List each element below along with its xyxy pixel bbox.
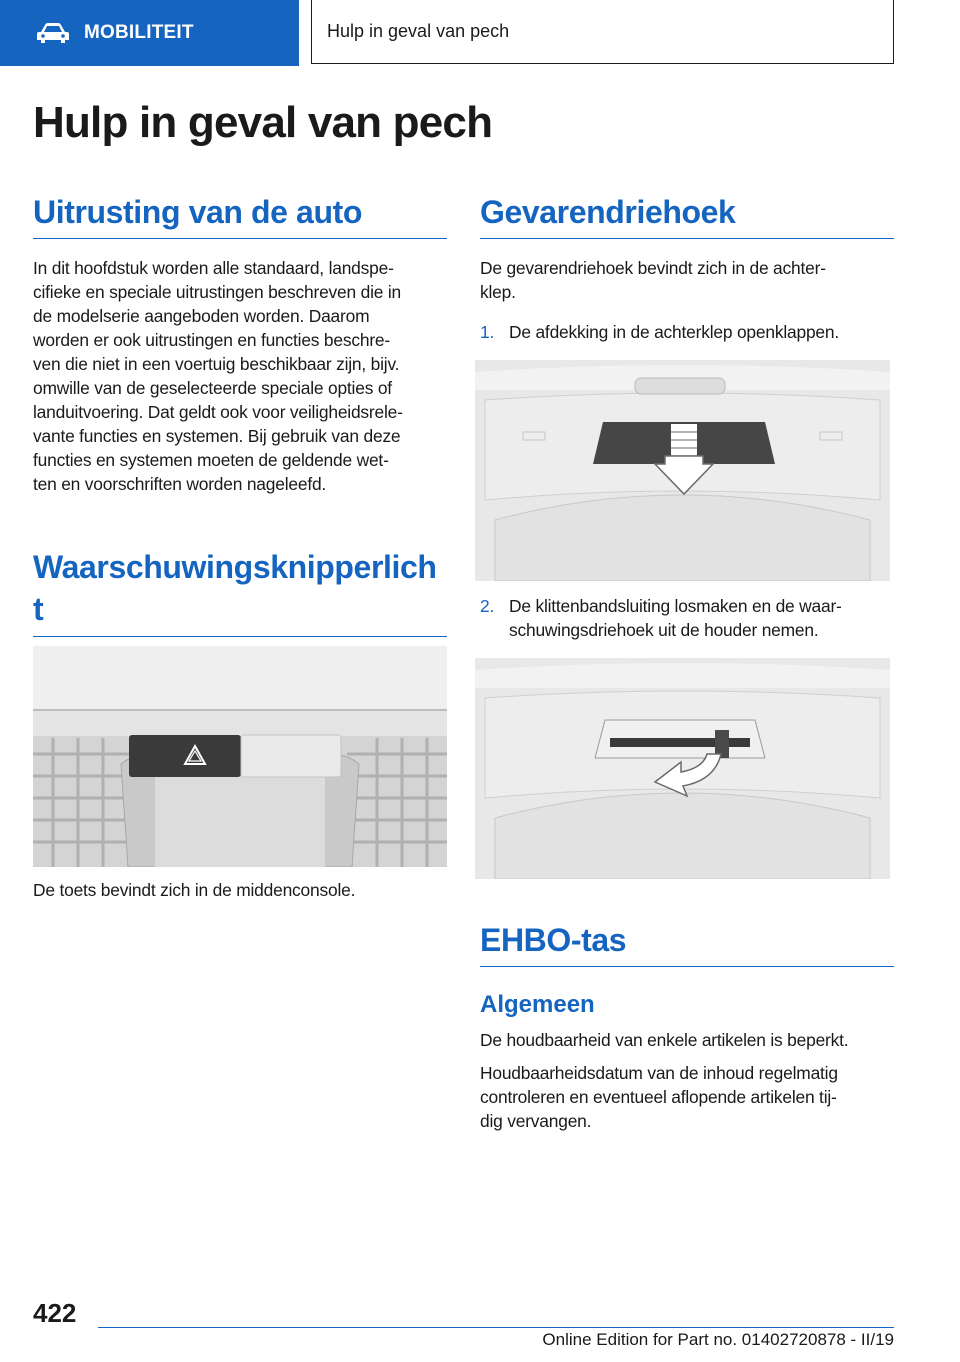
text-line: cifieke en speciale uitrustingen beschreven die in bbox=[33, 282, 401, 302]
breadcrumb-text: Hulp in geval van pech bbox=[327, 21, 510, 41]
warning-triangle-intro bbox=[480, 256, 894, 304]
step-text: De klittenbandsluiting losmaken en de waar- bbox=[509, 596, 842, 616]
step-2 bbox=[480, 594, 894, 642]
section-label: MOBILITEIT bbox=[84, 22, 194, 43]
section-heading-first-aid: EHBO-tas bbox=[480, 920, 894, 967]
edition-note[interactable]: Online Edition for Part no. 01402720878 - II/19 bbox=[542, 1330, 894, 1349]
hazard-caption: De toets bevindt zich in de middenconsole. bbox=[33, 880, 356, 900]
text-line: ven die niet in een voertuig beschikbaar zijn, bijv. bbox=[33, 354, 400, 374]
page-number: 422 bbox=[33, 1298, 77, 1328]
text-line: de modelserie aangeboden worden. Daarom bbox=[33, 306, 370, 326]
step-text: schuwingsdriehoek uit de houder nemen. bbox=[509, 620, 819, 640]
tailgate-cover-figure bbox=[475, 360, 890, 581]
text-line: controleren en eventueel aflopende artikelen tij- bbox=[480, 1087, 837, 1107]
section-heading-equipment: Uitrusting van de auto bbox=[33, 192, 447, 239]
step-number: 1. bbox=[480, 322, 495, 342]
text-line: De gevarendriehoek bevindt zich in de achter- bbox=[480, 258, 826, 278]
text-line: ten en voorschriften worden nageleefd. bbox=[33, 474, 327, 494]
text-line: In dit hoofdstuk worden alle standaard, landspe- bbox=[33, 258, 394, 278]
text-line: Houdbaarheidsdatum van de inhoud regelmatig bbox=[480, 1063, 838, 1083]
text-line: vante functies en systemen. Bij gebruik van deze bbox=[33, 426, 401, 446]
text-line: dig vervangen. bbox=[480, 1111, 592, 1131]
first-aid-para-2 bbox=[480, 1061, 894, 1133]
hazard-button-figure bbox=[33, 646, 447, 867]
breadcrumb bbox=[311, 0, 894, 64]
first-aid-para-1: De houdbaarheid van enkele artikelen is beperkt. bbox=[480, 1030, 849, 1050]
text-line: omwille van de geselecteerde speciale opties of bbox=[33, 378, 392, 398]
step-1 bbox=[480, 320, 894, 344]
section-tab[interactable] bbox=[0, 0, 299, 66]
text-line: landuitvoering. Dat geldt ook voor veiligheidsrele- bbox=[33, 402, 403, 422]
text-line: worden er ook uitrustingen en functies beschre- bbox=[33, 330, 390, 350]
car-icon bbox=[36, 22, 70, 44]
section-heading-hazard-lights bbox=[33, 546, 447, 637]
text-line: functies en systemen moeten de geldende wet- bbox=[33, 450, 389, 470]
velcro-strap-figure bbox=[475, 658, 890, 879]
step-text: De afdekking in de achterklep openklappen. bbox=[509, 322, 839, 342]
heading-line: Waarschuwingsknipperlich bbox=[33, 549, 437, 585]
subheading-general: Algemeen bbox=[480, 991, 595, 1018]
equipment-paragraph bbox=[33, 256, 447, 496]
heading-line: t bbox=[33, 591, 44, 627]
step-number: 2. bbox=[480, 596, 495, 616]
text-line: klep. bbox=[480, 282, 516, 302]
section-heading-warning-triangle: Gevarendriehoek bbox=[480, 192, 894, 239]
footer-divider bbox=[98, 1327, 894, 1328]
page-title: Hulp in geval van pech bbox=[33, 98, 493, 147]
